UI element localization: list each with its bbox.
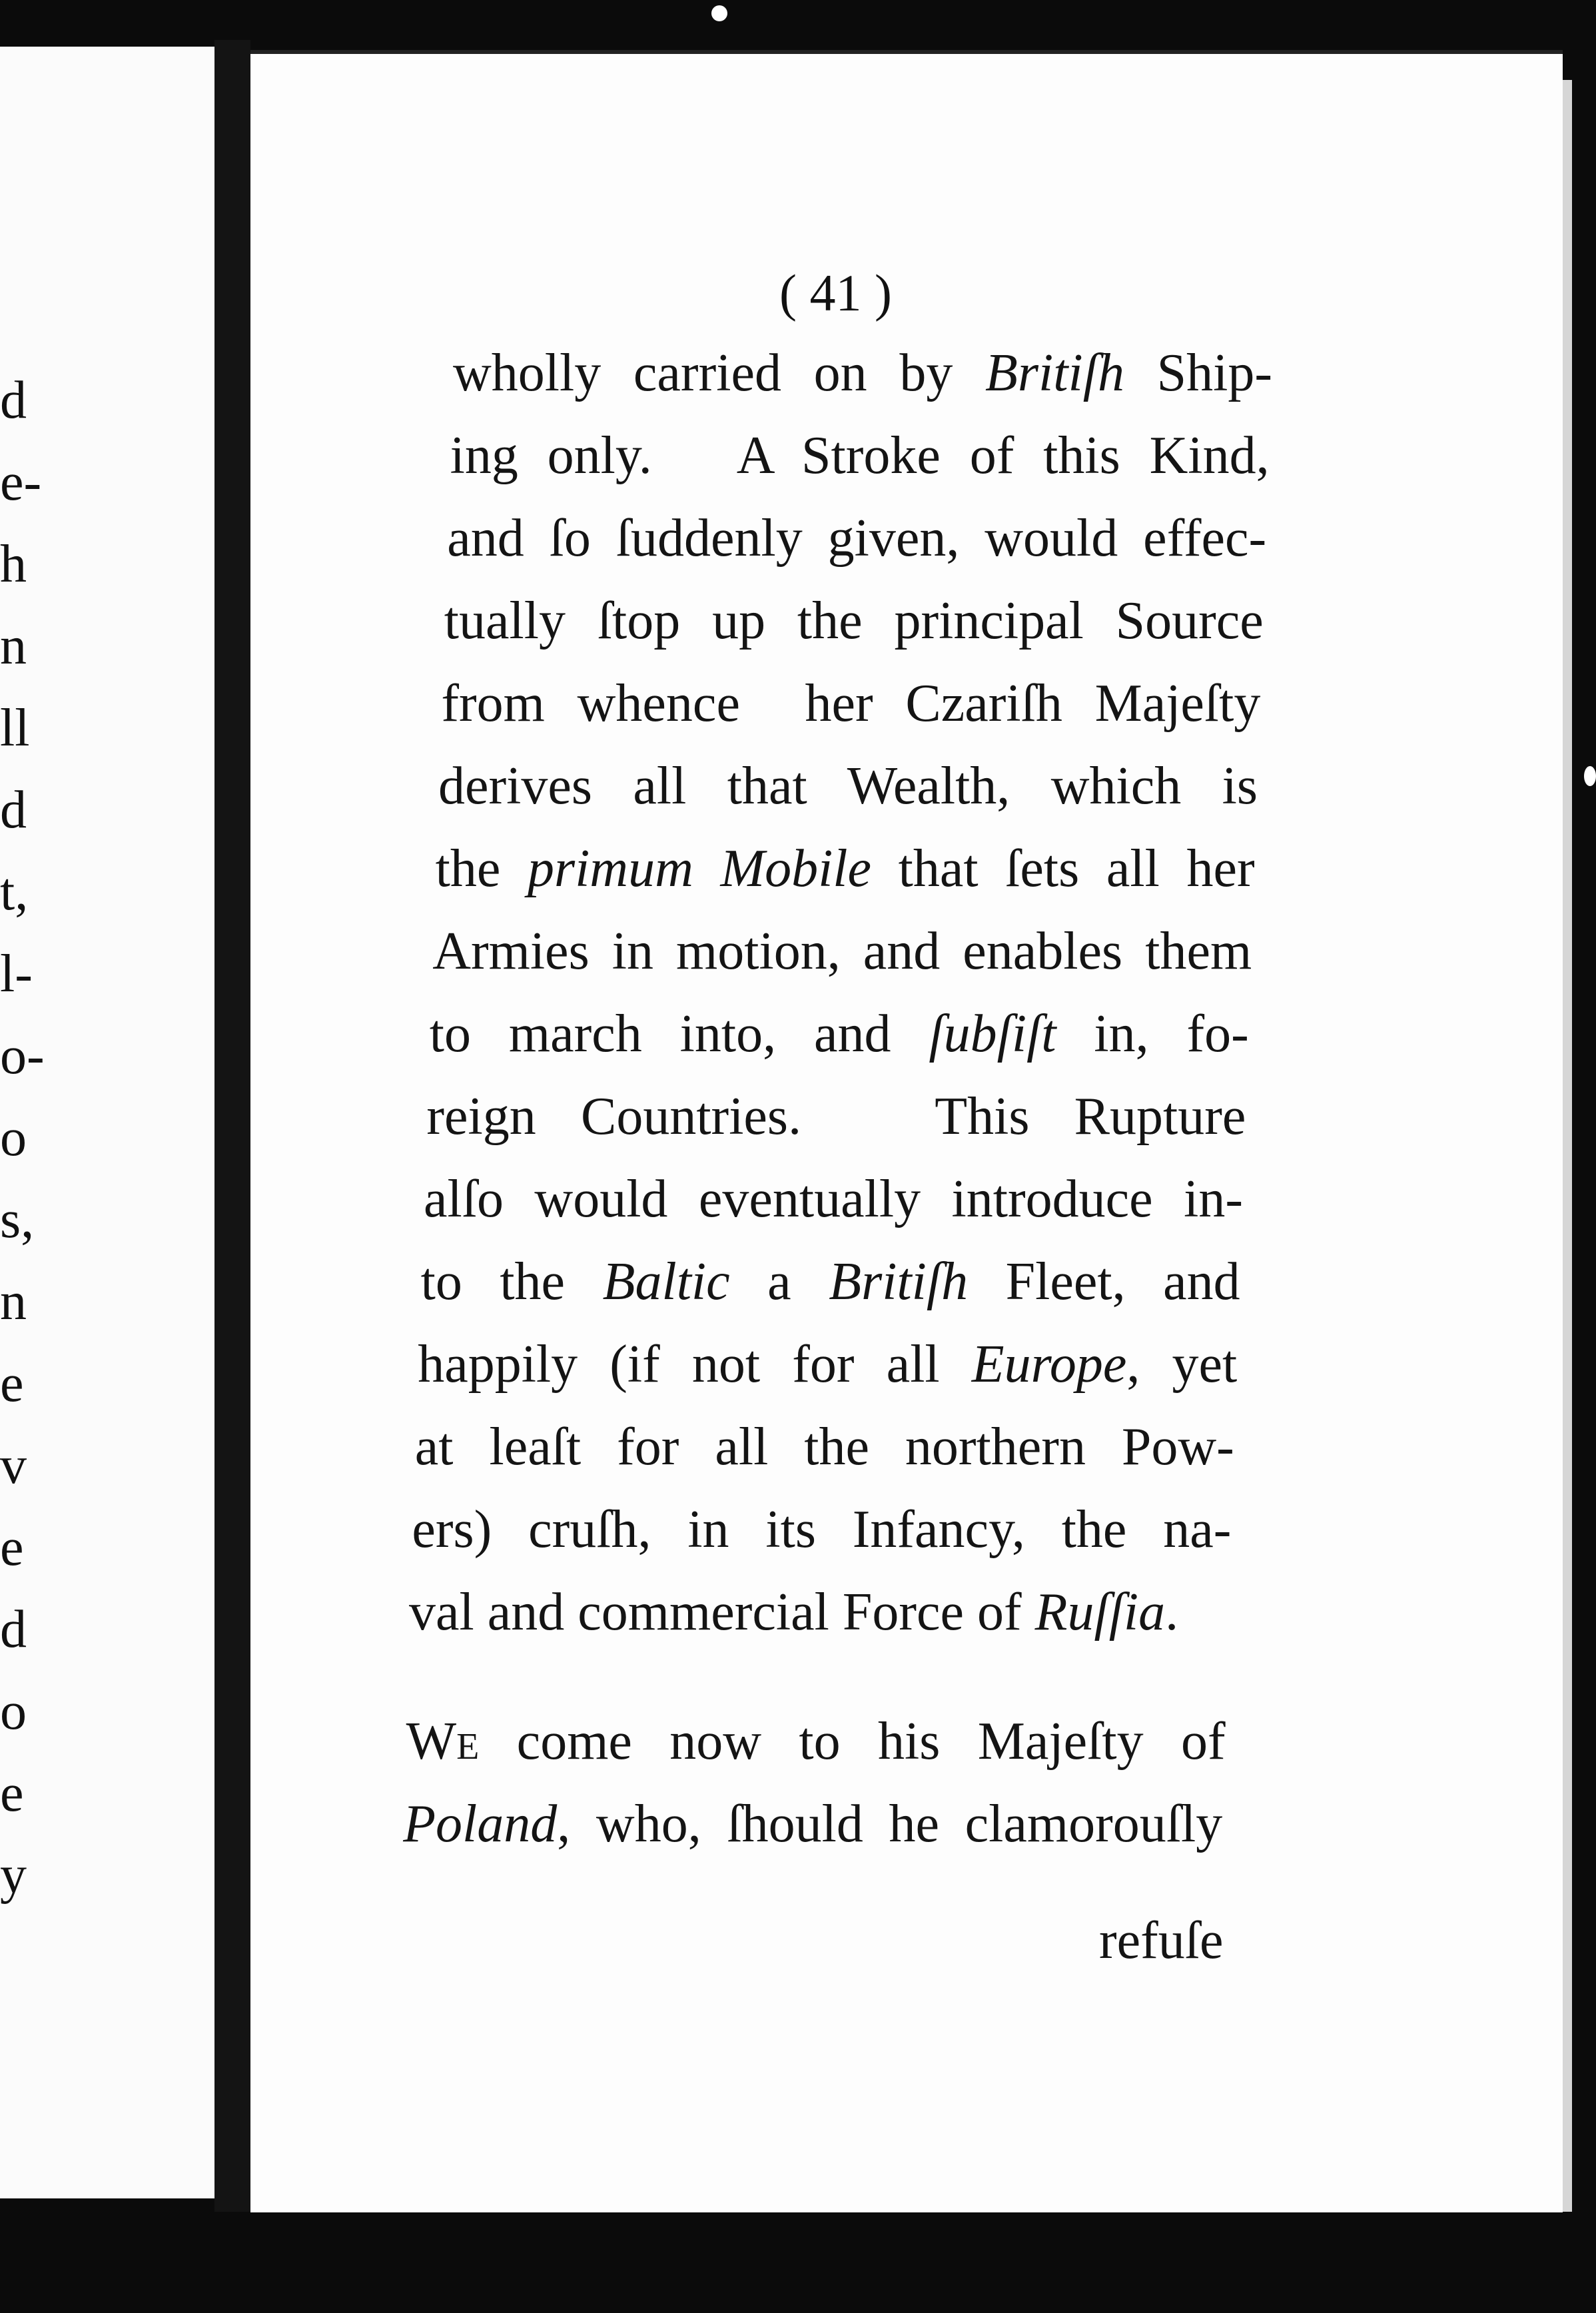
left-page-fragment: n	[0, 617, 27, 676]
text-run: , yet	[1126, 1335, 1238, 1394]
text-run: in, fo-	[1056, 1005, 1249, 1063]
text-run: wholly carried on by	[453, 344, 986, 402]
left-page-fragment: ll	[0, 699, 30, 757]
text-run: at leaſt for all the northern Pow-	[414, 1418, 1234, 1476]
left-page-fragment: e	[0, 1764, 24, 1823]
left-page-fragment: t,	[0, 863, 29, 921]
text-run: .	[1165, 1583, 1179, 1641]
italic-text: ſubſiſt	[929, 1005, 1056, 1063]
text-line	[426, 1080, 1246, 1153]
left-page-fragment: d	[0, 1600, 27, 1659]
text-line	[438, 749, 1258, 823]
text-run: and ſo ſuddenly given, would effec-	[447, 509, 1267, 568]
text-line	[406, 1705, 1226, 1778]
left-page-fragment: o-	[0, 1027, 45, 1085]
italic-text: Baltic	[602, 1252, 730, 1311]
text-run: to march into, and	[429, 1005, 929, 1063]
text-line	[444, 584, 1264, 658]
left-page-fragment: n	[0, 1272, 27, 1331]
left-page-fragment: e-	[0, 453, 42, 512]
left-page-fragment: e	[0, 1354, 24, 1413]
text-run: We	[406, 1712, 480, 1771]
text-run: from whence her Czariſh Majeſty	[441, 674, 1261, 733]
italic-text: Britiſh	[985, 344, 1124, 402]
text-line	[418, 1328, 1237, 1401]
left-page-fragment: e	[0, 1518, 24, 1577]
left-page-fragment: h	[0, 535, 27, 594]
text-line	[412, 1493, 1231, 1566]
text-run: ers) cruſh, in its Infancy, the na-	[412, 1500, 1232, 1559]
text-line	[409, 1576, 1228, 1649]
italic-text: Ruſſia	[1034, 1583, 1166, 1641]
left-page-fragment: d	[0, 781, 27, 839]
left-page-fragment: y	[0, 1846, 27, 1905]
text-line	[450, 419, 1270, 492]
scan-speck	[711, 5, 727, 21]
text-run: tually ſtop up the principal Source	[444, 592, 1264, 650]
text-run: the	[435, 839, 528, 898]
text-line	[424, 1162, 1243, 1236]
text-run: to the	[420, 1252, 603, 1311]
text-run: happily (if not for all	[418, 1335, 972, 1394]
italic-text: Poland	[403, 1795, 558, 1853]
page-number: ( 41 )	[779, 264, 892, 322]
left-page-fragment: o	[0, 1682, 27, 1741]
text-line	[453, 336, 1272, 410]
text-run: Fleet, and	[968, 1252, 1240, 1311]
text-run: ing only. A Stroke of this Kind,	[450, 426, 1270, 485]
left-page-fragment: s,	[0, 1190, 35, 1249]
book-gutter	[214, 40, 250, 2212]
left-page-fragment: l-	[0, 945, 33, 1003]
italic-text: Britiſh	[829, 1252, 969, 1311]
text-run: derives all that Wealth, which is	[438, 757, 1258, 815]
text-line	[415, 1410, 1234, 1484]
left-page-line-endings	[0, 360, 213, 1917]
italic-text: Europe	[971, 1335, 1127, 1394]
text-line	[447, 502, 1266, 575]
text-run: reign Countries. This Rupture	[426, 1087, 1246, 1146]
left-page-fragment: d	[0, 371, 27, 430]
text-run: Armies in motion, and enables them	[432, 922, 1252, 981]
scan-speck	[1584, 766, 1596, 786]
catchword: refuſe	[1099, 1911, 1224, 1970]
text-run: alſo would eventually introduce in-	[424, 1170, 1243, 1228]
text-line	[441, 667, 1260, 740]
text-run: val and commercial Force of	[409, 1583, 1035, 1641]
text-run: , who, ſhould he clamorouſly	[557, 1795, 1223, 1853]
text-line	[403, 1787, 1222, 1861]
text-line	[421, 1245, 1240, 1318]
italic-text: primum Mobile	[527, 839, 872, 898]
text-run: a	[729, 1252, 829, 1311]
text-run: that ſets all her	[871, 839, 1255, 898]
left-page-fragment: v	[0, 1436, 27, 1495]
text-run: Ship-	[1124, 344, 1273, 402]
text-line	[430, 997, 1249, 1071]
page-edge	[1563, 80, 1572, 2212]
text-run: come now to his Majeſty of	[479, 1712, 1226, 1771]
left-facing-page	[0, 47, 214, 2198]
left-page-fragment: o	[0, 1109, 27, 1167]
text-line	[436, 832, 1255, 905]
text-line	[432, 915, 1252, 988]
